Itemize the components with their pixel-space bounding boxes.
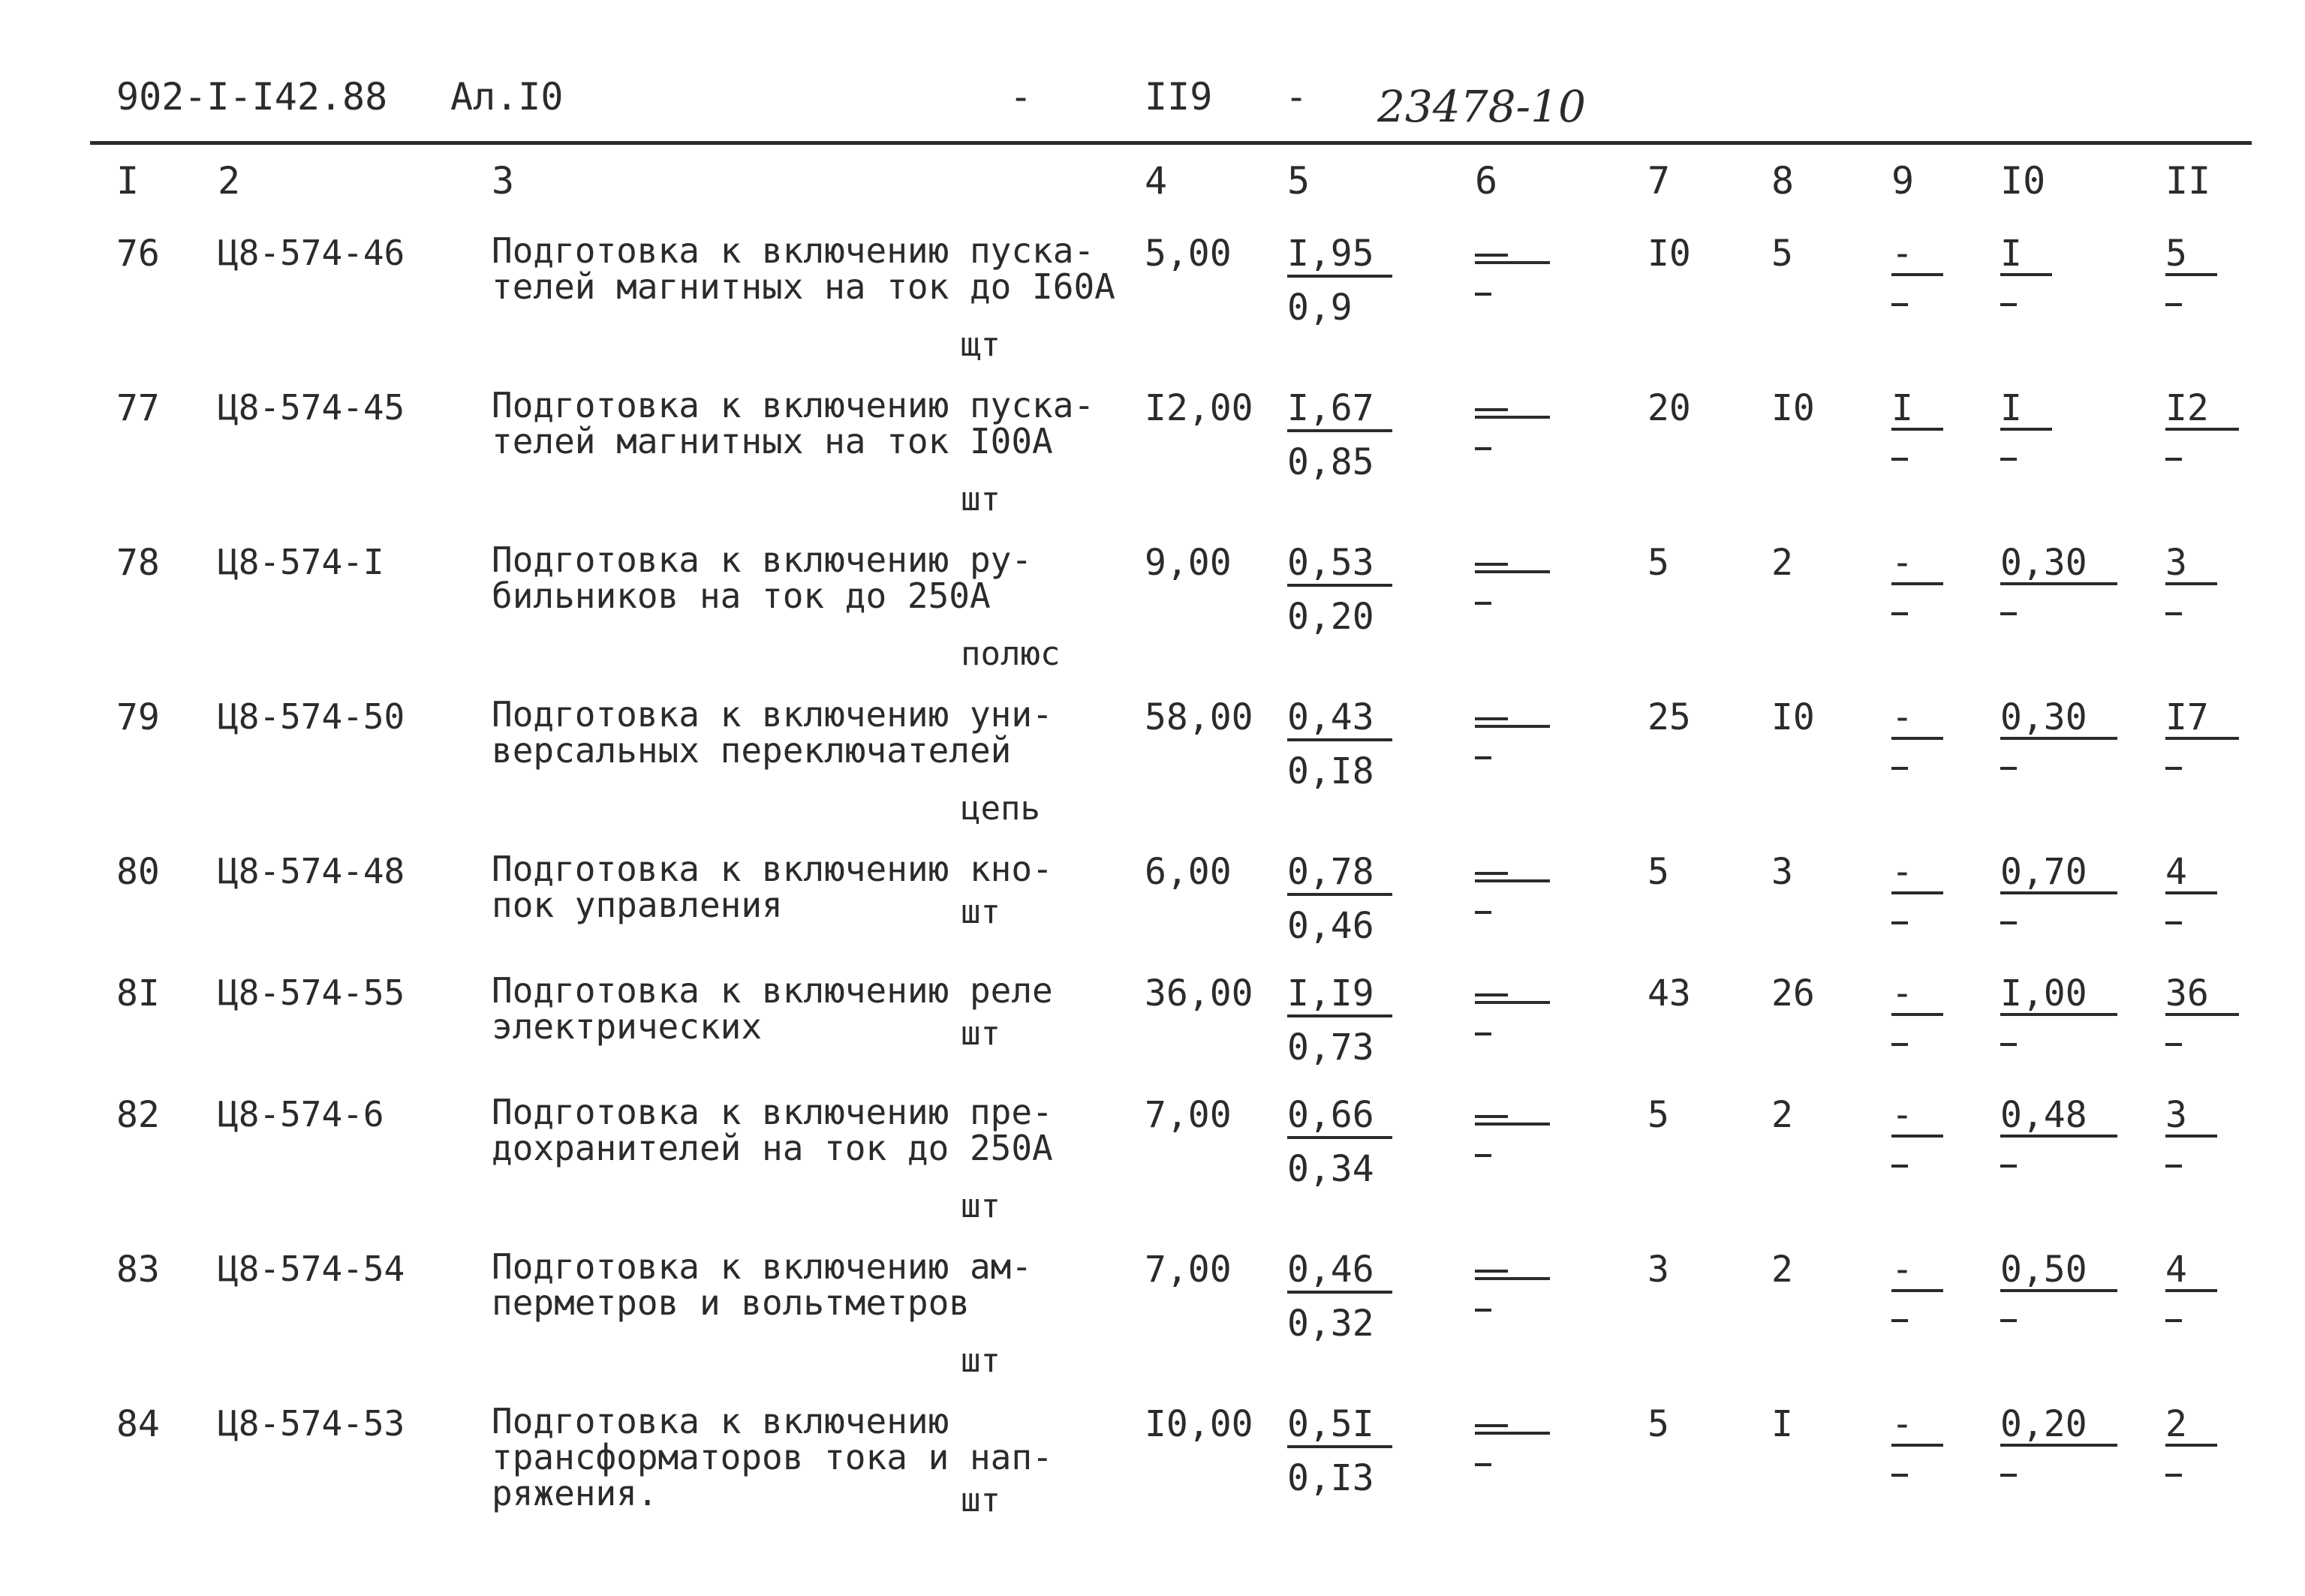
- dash-mark: [1891, 1043, 1908, 1046]
- quantity: 9,00: [1145, 542, 1232, 584]
- col9-value-top: -: [1891, 852, 1943, 894]
- col11-value-top: 4: [2165, 1250, 2217, 1292]
- dash-mark: [1475, 993, 1508, 996]
- column-header-7: 7: [1648, 159, 1671, 203]
- description-line: трансформаторов тока и нап-: [492, 1437, 1053, 1477]
- col10-value: [2000, 696, 2117, 770]
- underline-mark: [1475, 1123, 1550, 1126]
- quantity: I2,00: [1145, 387, 1253, 429]
- col9-value-top: -: [1891, 234, 1943, 276]
- column-header-1: I: [116, 159, 140, 203]
- norm-code: Ц8-574-54: [218, 1249, 405, 1289]
- description-line: Подготовка к включению пуска-: [492, 385, 1095, 425]
- col7-value: 25: [1648, 696, 1691, 738]
- sheet-number: Ал.I0: [450, 75, 564, 119]
- dash-mark: [1891, 612, 1908, 615]
- unit-of-measure: шт: [961, 480, 1001, 518]
- empty-dash-col6: [1475, 851, 1550, 914]
- fraction-denominator: 0,73: [1287, 1026, 1374, 1069]
- col8-value: 26: [1771, 972, 1815, 1014]
- fraction-col5: [1287, 696, 1415, 791]
- dash-mark: [1475, 1270, 1508, 1273]
- underline-mark: [1475, 725, 1550, 728]
- fraction-numerator: 0,46: [1287, 1250, 1392, 1294]
- dash-mark: [1475, 1032, 1491, 1035]
- dash-mark: [1475, 756, 1491, 759]
- fraction-denominator: 0,I8: [1287, 750, 1374, 792]
- col10-value: [2000, 233, 2052, 306]
- norm-code: Ц8-574-45: [218, 387, 405, 428]
- norm-code: Ц8-574-53: [218, 1403, 405, 1444]
- dash-mark: [2165, 612, 2182, 615]
- norm-code: Ц8-574-55: [218, 972, 405, 1013]
- col8-value: 5: [1771, 233, 1793, 275]
- col7-value: 5: [1648, 1094, 1669, 1136]
- col10-value-top: I: [2000, 389, 2052, 431]
- col7-value: 43: [1648, 972, 1691, 1014]
- fraction-denominator: 0,9: [1287, 287, 1353, 329]
- col11-value: [2165, 542, 2217, 615]
- row-number: 80: [116, 851, 160, 893]
- col11-value-top: 3: [2165, 1096, 2217, 1138]
- col11-value: [2165, 233, 2217, 306]
- col9-value: [1891, 1249, 1943, 1322]
- description-line: Подготовка к включению кно-: [492, 849, 1053, 889]
- norm-code: Ц8-574-48: [218, 851, 405, 891]
- col8-value: 2: [1771, 542, 1793, 584]
- dash-mark: [1891, 767, 1908, 770]
- column-header-6: 6: [1475, 159, 1498, 203]
- fraction-col5: [1287, 387, 1415, 482]
- fraction-numerator: I,67: [1287, 389, 1392, 432]
- col11-value: [2165, 851, 2217, 924]
- col10-value: [2000, 1403, 2117, 1477]
- fraction-col5: [1287, 1249, 1415, 1343]
- quantity: 5,00: [1145, 233, 1232, 275]
- dash-mark: [2000, 921, 2017, 924]
- underline-mark: [1475, 1432, 1550, 1435]
- dash-mark: [1475, 1154, 1491, 1157]
- dash-mark: [2165, 303, 2182, 306]
- column-header-8: 8: [1771, 159, 1795, 203]
- underline-mark: [1475, 1277, 1550, 1280]
- dash-mark: [2000, 1319, 2017, 1322]
- norm-code: Ц8-574-I: [218, 542, 384, 582]
- unit-of-measure: цепь: [961, 789, 1040, 828]
- col9-value-top: -: [1891, 543, 1943, 585]
- description-line: Подготовка к включению: [492, 1401, 949, 1441]
- work-description: [492, 542, 1032, 614]
- col8-value: I: [1771, 1403, 1793, 1445]
- quantity: I0,00: [1145, 1403, 1253, 1445]
- fraction-numerator: 0,66: [1287, 1096, 1392, 1139]
- col9-value-top: -: [1891, 1096, 1943, 1138]
- col7-value: 3: [1648, 1249, 1669, 1291]
- quantity: 7,00: [1145, 1094, 1232, 1136]
- dash-mark: [2000, 1474, 2017, 1477]
- col8-value: 2: [1771, 1249, 1793, 1291]
- unit-of-measure: шт: [961, 1342, 1001, 1380]
- col9-value: [1891, 542, 1943, 615]
- fraction-col5: [1287, 1094, 1415, 1189]
- work-description: [492, 230, 1115, 307]
- dash-mark: [1475, 447, 1491, 450]
- empty-dash-col6: [1475, 387, 1550, 450]
- col10-value-top: 0,70: [2000, 852, 2117, 894]
- column-header-5: 5: [1287, 159, 1310, 203]
- dash-mark: [1891, 1165, 1908, 1168]
- description-line: электрических: [492, 1006, 763, 1047]
- norm-code: Ц8-574-50: [218, 696, 405, 737]
- description-line: Подготовка к включению ру-: [492, 540, 1033, 580]
- empty-dash-col6: [1475, 1249, 1550, 1312]
- col11-value: [2165, 972, 2239, 1046]
- empty-dash-col6: [1475, 696, 1550, 759]
- fraction-denominator: 0,46: [1287, 905, 1374, 947]
- fraction-col5: [1287, 1403, 1415, 1498]
- fraction-col5: [1287, 972, 1415, 1067]
- row-number: 82: [116, 1094, 160, 1136]
- quantity: 7,00: [1145, 1249, 1232, 1291]
- column-header-11: II: [2165, 159, 2211, 203]
- underline-mark: [1475, 1001, 1550, 1004]
- dash-mark: [1475, 254, 1508, 257]
- col9-value: [1891, 233, 1943, 306]
- dash-mark: [2165, 767, 2182, 770]
- description-line: Подготовка к включению уни-: [492, 694, 1053, 735]
- col9-value-top: -: [1891, 974, 1943, 1016]
- col11-value: [2165, 1094, 2217, 1168]
- underline-mark: [1475, 261, 1550, 264]
- col9-value: [1891, 851, 1943, 924]
- col10-value: [2000, 1094, 2117, 1168]
- col10-value: [2000, 1249, 2117, 1322]
- dash-mark: [2165, 1043, 2182, 1046]
- underline-mark: [1475, 570, 1550, 573]
- description-line: ряжения.: [492, 1473, 658, 1513]
- col9-value-top: -: [1891, 698, 1943, 740]
- empty-dash-col6: [1475, 233, 1550, 296]
- col7-value: I0: [1648, 233, 1691, 275]
- description-line: пок управления: [492, 885, 783, 925]
- quantity: 36,00: [1145, 972, 1253, 1014]
- col9-value-top: -: [1891, 1250, 1943, 1292]
- fraction-numerator: I,95: [1287, 234, 1392, 278]
- dash-mark: [2165, 458, 2182, 461]
- row-number: 8I: [116, 972, 160, 1014]
- col9-value-top: -: [1891, 1405, 1943, 1447]
- dash-mark: [1475, 1309, 1491, 1312]
- col11-value-top: I2: [2165, 389, 2239, 431]
- col10-value: [2000, 542, 2117, 615]
- col10-value-top: I: [2000, 234, 2052, 276]
- col11-value: [2165, 696, 2239, 770]
- quantity: 58,00: [1145, 696, 1253, 738]
- col9-value: [1891, 387, 1943, 461]
- dash-mark: [2000, 767, 2017, 770]
- unit-of-measure: щт: [961, 326, 1001, 364]
- fraction-numerator: 0,5I: [1287, 1405, 1392, 1448]
- dash-mark: [2000, 1165, 2017, 1168]
- col8-value: 3: [1771, 851, 1793, 893]
- handwritten-number: 23478-10: [1377, 81, 1586, 132]
- dash-mark: [1891, 921, 1908, 924]
- dash-mark: [2165, 1165, 2182, 1168]
- dash-mark: [2000, 458, 2017, 461]
- unit-of-measure: шт: [961, 1481, 1001, 1519]
- fraction-denominator: 0,I3: [1287, 1457, 1374, 1499]
- description-line: перметров и вольтметров: [492, 1282, 970, 1323]
- dash-mark: [2000, 1043, 2017, 1046]
- row-number: 83: [116, 1249, 160, 1291]
- empty-dash-col6: [1475, 1403, 1550, 1466]
- unit-of-measure: шт: [961, 1187, 1001, 1225]
- col7-value: 20: [1648, 387, 1691, 429]
- fraction-denominator: 0,32: [1287, 1303, 1374, 1345]
- col9-value-top: I: [1891, 389, 1943, 431]
- dash-mark: [1475, 1424, 1508, 1427]
- col10-value-top: 0,20: [2000, 1405, 2117, 1447]
- col10-value: [2000, 851, 2117, 924]
- fraction-denominator: 0,20: [1287, 596, 1374, 638]
- col9-value: [1891, 1403, 1943, 1477]
- fraction-numerator: 0,53: [1287, 543, 1392, 587]
- row-number: 84: [116, 1403, 160, 1445]
- col10-value-top: 0,30: [2000, 543, 2117, 585]
- fraction-numerator: I,I9: [1287, 974, 1392, 1017]
- description-line: Подготовка к включению пре-: [492, 1092, 1053, 1132]
- column-header-10: I0: [2000, 159, 2046, 203]
- description-line: бильников на ток до 250А: [492, 576, 991, 616]
- empty-dash-col6: [1475, 972, 1550, 1035]
- col10-value: [2000, 387, 2052, 461]
- col11-value-top: 36: [2165, 974, 2239, 1016]
- col8-value: I0: [1771, 387, 1815, 429]
- col11-value-top: I7: [2165, 698, 2239, 740]
- fraction-numerator: 0,78: [1287, 852, 1392, 896]
- description-line: Подготовка к включению реле: [492, 970, 1053, 1011]
- unit-of-measure: шт: [961, 893, 1001, 931]
- row-number: 78: [116, 542, 160, 584]
- col10-value-top: I,00: [2000, 974, 2117, 1016]
- dash-mark: [1475, 717, 1508, 720]
- dash-mark: [1475, 1115, 1508, 1118]
- column-header-4: 4: [1145, 159, 1168, 203]
- work-description: [492, 694, 1053, 771]
- quantity: 6,00: [1145, 851, 1232, 893]
- fraction-denominator: 0,85: [1287, 441, 1374, 483]
- dash-mark: [2165, 1474, 2182, 1477]
- row-number: 77: [116, 387, 160, 429]
- work-description: [492, 1094, 1053, 1166]
- col9-value: [1891, 696, 1943, 770]
- header-dash-left: -: [1010, 75, 1033, 119]
- col10-value-top: 0,50: [2000, 1250, 2117, 1292]
- col10-value: [2000, 972, 2117, 1046]
- col7-value: 5: [1648, 851, 1669, 893]
- dash-mark: [2000, 612, 2017, 615]
- dash-mark: [1891, 1319, 1908, 1322]
- norm-code: Ц8-574-46: [218, 233, 405, 273]
- header-rule: [90, 141, 2252, 145]
- fraction-col5: [1287, 851, 1415, 945]
- dash-mark: [1475, 293, 1491, 296]
- work-description: [492, 1246, 1033, 1323]
- description-line: телей магнитных на ток I00А: [492, 421, 1053, 461]
- dash-mark: [2165, 921, 2182, 924]
- dash-mark: [1475, 563, 1508, 566]
- unit-of-measure: шт: [961, 1014, 1001, 1053]
- dash-mark: [1891, 303, 1908, 306]
- column-header-3: 3: [492, 159, 515, 203]
- fraction-col5: [1287, 542, 1415, 636]
- row-number: 79: [116, 696, 160, 738]
- dash-mark: [1475, 408, 1508, 411]
- col11-value-top: 5: [2165, 234, 2217, 276]
- col10-value-top: 0,48: [2000, 1096, 2117, 1138]
- col7-value: 5: [1648, 542, 1669, 584]
- col8-value: I0: [1771, 696, 1815, 738]
- col8-value: 2: [1771, 1094, 1793, 1136]
- description-line: Подготовка к включению ам-: [492, 1246, 1033, 1287]
- description-line: Подготовка к включению пуска-: [492, 230, 1095, 271]
- col9-value: [1891, 972, 1943, 1046]
- fraction-denominator: 0,34: [1287, 1148, 1374, 1190]
- dash-mark: [1475, 602, 1491, 605]
- dash-mark: [1475, 872, 1508, 875]
- col11-value-top: 3: [2165, 543, 2217, 585]
- underline-mark: [1475, 416, 1550, 419]
- unit-of-measure: полюс: [961, 635, 1061, 673]
- description-line: телей магнитных на ток до I60А: [492, 266, 1115, 307]
- dash-mark: [1891, 458, 1908, 461]
- work-description: [492, 387, 1094, 459]
- empty-dash-col6: [1475, 1094, 1550, 1157]
- col11-value-top: 4: [2165, 852, 2217, 894]
- dash-mark: [2000, 303, 2017, 306]
- dash-mark: [1475, 1463, 1491, 1466]
- col9-value: [1891, 1094, 1943, 1168]
- fraction-numerator: 0,43: [1287, 698, 1392, 741]
- underline-mark: [1475, 879, 1550, 882]
- row-number: 76: [116, 233, 160, 275]
- empty-dash-col6: [1475, 542, 1550, 605]
- description-line: версальных переключателей: [492, 730, 1012, 771]
- column-header-9: 9: [1891, 159, 1915, 203]
- col11-value: [2165, 387, 2239, 461]
- dash-mark: [1475, 911, 1491, 914]
- fraction-col5: [1287, 233, 1415, 327]
- col11-value: [2165, 1403, 2217, 1477]
- norm-code: Ц8-574-6: [218, 1094, 384, 1135]
- dash-mark: [1891, 1474, 1908, 1477]
- header-dash-right: -: [1285, 75, 1308, 119]
- dash-mark: [2165, 1319, 2182, 1322]
- col7-value: 5: [1648, 1403, 1669, 1445]
- column-header-2: 2: [218, 159, 241, 203]
- col10-value-top: 0,30: [2000, 698, 2117, 740]
- page-number: II9: [1145, 75, 1213, 119]
- col11-value: [2165, 1249, 2217, 1322]
- document-code: 902-I-I42.88: [116, 75, 388, 119]
- description-line: дохранителей на ток до 250А: [492, 1128, 1053, 1168]
- col11-value-top: 2: [2165, 1405, 2217, 1447]
